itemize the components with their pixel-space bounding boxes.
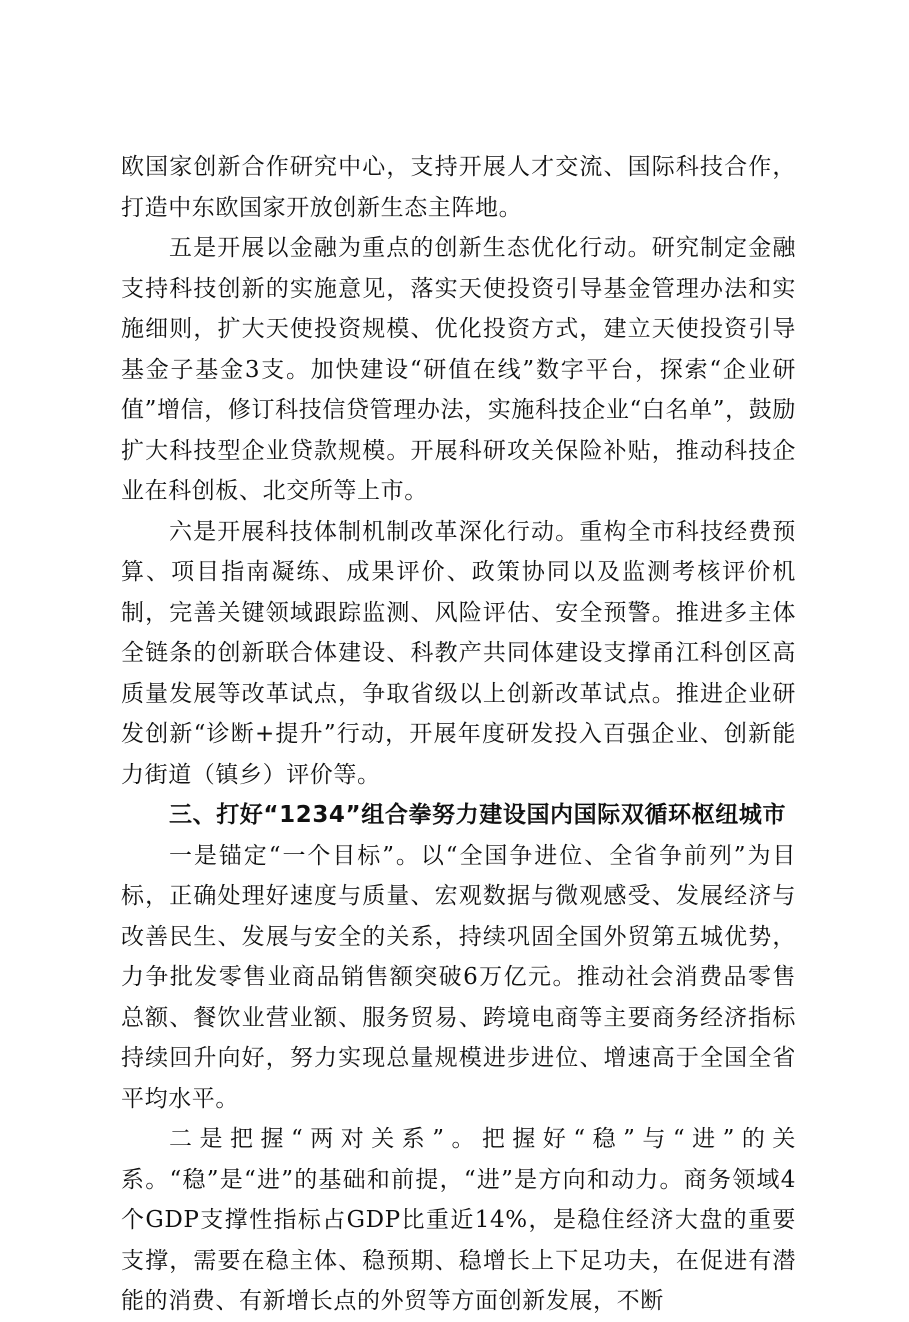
document-body <box>121 147 796 1322</box>
paragraph-finance-innovation: 五是开展以金融为重点的创新生态优化行动。研究制定金融支持科技创新的实施意见，落实天使投资引导基金管理办法和实施细则，扩大天使投资规模、优化投资方式，建立天使投资引导基金子基金3支。加快建设“研值在线”数字平台，探索“企业研值”增信，修订科技信贷管理办法，实施科技企业“白名单”，鼓励扩大科技型企业贷款规模。开展科研攻关保险补贴，推动科技企业在科创板、北交所等上市。 <box>121 235 796 504</box>
paragraph-system-reform: 六是开展科技体制机制改革深化行动。重构全市科技经费预算、项目指南凝练、成果评价、政策协同以及监测考核评价机制，完善关键领域跟踪监测、风险评估、安全预警。推进多主体全链条的创新联合体建设、科教产共同体建设支撑甬江科创区高质量发展等改革试点，争取省级以上创新改革试点。推进企业研发创新“诊断+提升”行动，开展年度研发投入百强企业、创新能力街道（镇乡）评价等。 <box>121 518 796 788</box>
paragraph-continuation: 欧国家创新合作研究中心，支持开展人才交流、国际科技合作，打造中东欧国家开放创新生态主阵地。 <box>121 154 796 221</box>
section-heading: 三、打好“1234”组合拳努力建设国内国际双循环枢纽城市 <box>169 802 787 828</box>
paragraph-two-relations: 二是把握“两对关系”。把握好“稳”与“进”的关系。“稳”是“进”的基础和前提，“进”是方向和动力。商务领域4个GDP支撑性指标占GDP比重近14%，是稳住经济大盘的重要支撑，需要在稳主体、稳预期、稳增长上下足功夫，在促进有潜能的消费、有新增长点的外贸等方面创新发展，不断 <box>121 1126 796 1314</box>
paragraph-one-goal: 一是锚定“一个目标”。以“全国争进位、全省争前列”为目标，正确处理好速度与质量、宏观数据与微观感受、发展经济与改善民生、发展与安全的关系，持续巩固全国外贸第五城优势，力争批发零售业商品销售额突破6万亿元。推动社会消费品零售总额、餐饮业营业额、服务贸易、跨境电商等主要商务经济指标持续回升向好，努力实现总量规模进步进位、增速高于全国全省平均水平。 <box>121 842 796 1112</box>
